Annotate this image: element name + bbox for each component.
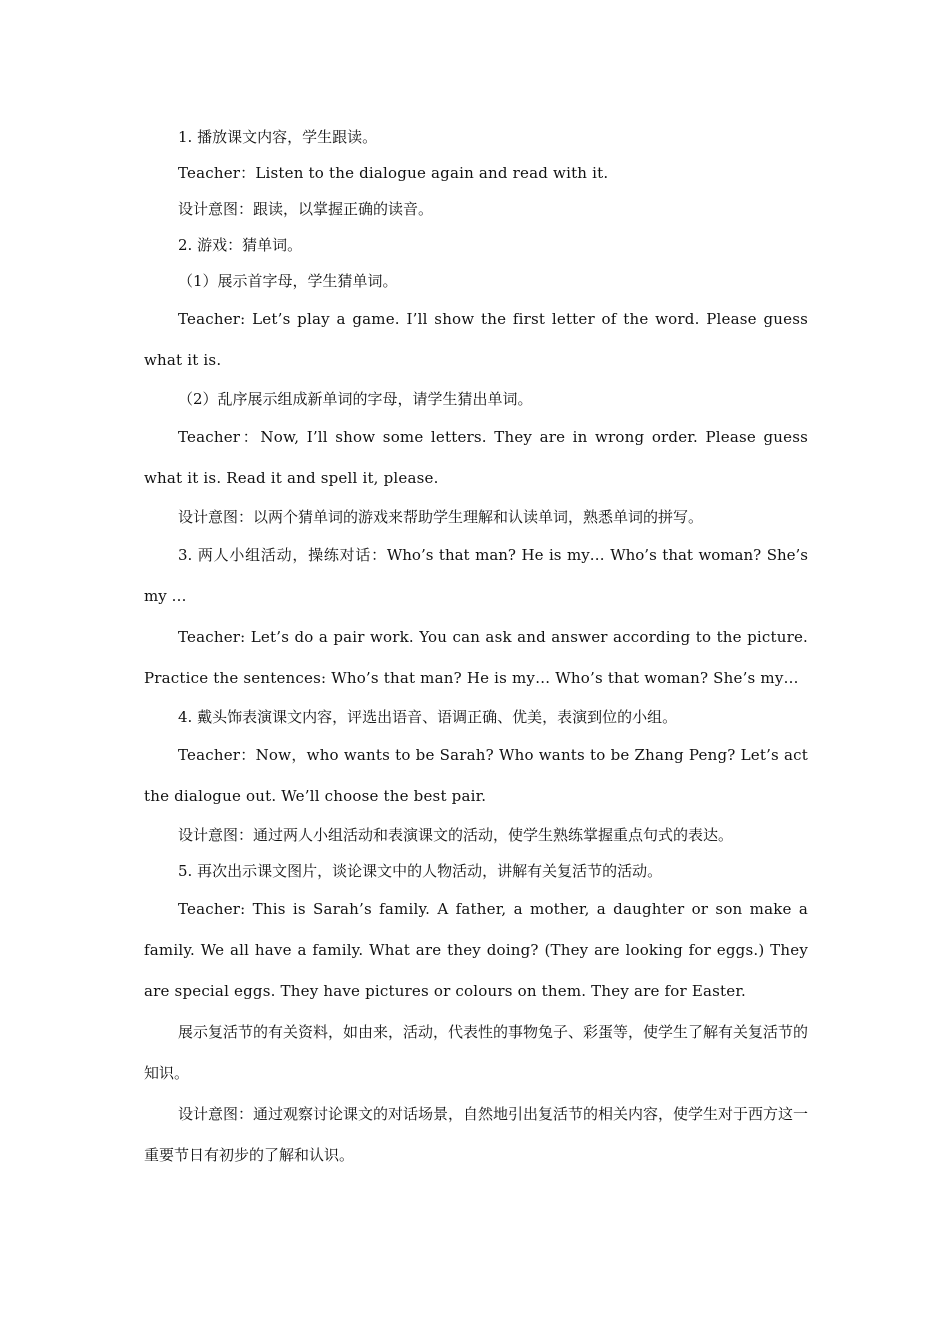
design-intent-3: 设计意图：通过两人小组活动和表演课文的活动，使学生熟练掌握重点句式的表达。	[178, 826, 734, 844]
design-intent-2: 设计意图：以两个猜单词的游戏来帮助学生理解和认读单词，熟悉单词的拼写。	[178, 508, 704, 526]
substep-2: （2）乱序展示组成新单词的字母，请学生猜出单词。	[178, 390, 533, 408]
step-2-heading: 2. 游戏：猜单词。	[178, 236, 303, 254]
teacher-line-pair-work: Teacher: Let’s do a pair work. You can ask and answer according to the picture. Practice the sentences: Who’s that man? He is my… Who’s that woman? She’s my…	[144, 628, 813, 687]
design-intent-1: 设计意图：跟读，以掌握正确的读音。	[178, 200, 434, 218]
substep-1: （1）展示首字母，学生猜单词。	[178, 272, 398, 290]
design-intent-4: 设计意图：通过观察讨论课文的对话场景，自然地引出复活节的相关内容，使学生对于西方这一重要节日有初步的了解和认识。	[144, 1105, 809, 1164]
teacher-line-letters: Teacher：Now, I’ll show some letters. They are in wrong order. Please guess what it is. Read it and spell it, please.	[144, 428, 813, 487]
step-3-heading: 3. 两人小组活动，操练对话：Who’s that man? He is my… Who’s that woman? She’s my …	[144, 546, 813, 605]
document-body	[144, 119, 813, 1176]
step-5-heading: 5. 再次出示课文图片，谈论课文中的人物活动，讲解有关复活节的活动。	[178, 862, 663, 880]
teacher-line-easter: Teacher: This is Sarah’s family. A father, a mother, a daughter or son make a family. We all have a family. What are they doing? (They are looking for eggs.) They are special eggs. They have pictures or colours on them. They are for Easter.	[144, 900, 813, 1000]
teacher-line-act: Teacher：Now，who wants to be Sarah? Who wants to be Zhang Peng? Let’s act the dialogue out. We’ll choose the best pair.	[144, 746, 813, 805]
easter-materials: 展示复活节的有关资料，如由来，活动，代表性的事物兔子、彩蛋等，使学生了解有关复活节的知识。	[144, 1023, 809, 1082]
teacher-line-game: Teacher: Let’s play a game. I’ll show the first letter of the word. Please guess what it is.	[144, 310, 813, 369]
teacher-line-listen: Teacher：Listen to the dialogue again and read with it.	[178, 164, 609, 182]
step-4-heading: 4. 戴头饰表演课文内容，评选出语音、语调正确、优美，表演到位的小组。	[178, 708, 678, 726]
step-1-heading: 1. 播放课文内容，学生跟读。	[178, 128, 378, 146]
